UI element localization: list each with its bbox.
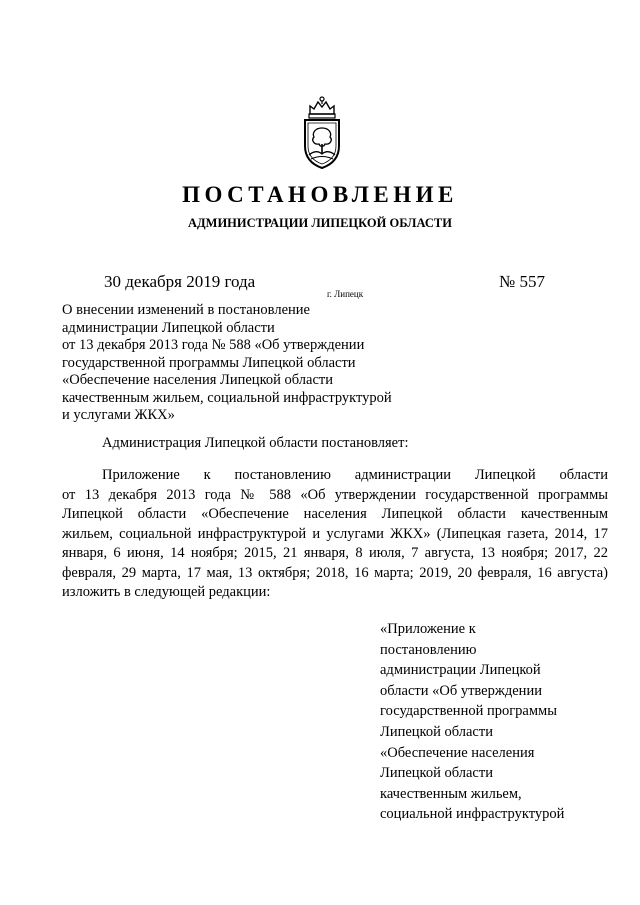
appendix-line: Липецкой области [380,765,493,782]
document-city: г. Липецк [327,289,364,299]
document-date: 30 декабря 2019 года [104,272,256,291]
subject-line: государственной программы Липецкой области [62,354,356,371]
appendix-line: постановлению [380,641,477,658]
appendix-line: «Приложение к [380,621,476,637]
appendix-line: государственной программы [380,703,557,720]
issuing-organization: АДМИНИСТРАЦИИ ЛИПЕЦКОЙ ОБЛАСТИ [188,216,452,230]
body-line: жильем, социальной инфраструктурой и услугами ЖКХ» (Липецкая газета, 2014, 17 [62,525,608,542]
appendix-line: социальной инфраструктурой [380,806,565,823]
body-line: Приложение к постановлению администрации Липецкой области [102,467,608,483]
appendix-header [380,619,610,825]
subject-line: качественным жильем, социальной инфраструктурой [62,389,392,406]
body-line: изложить в следующей редакции: [62,584,271,600]
body-paragraph [62,466,608,603]
appendix-line: качественным жильем, [380,785,522,802]
lipetsk-oblast-coat-of-arms-icon [298,92,346,172]
body-line: февраля, 29 марта, 17 мая, 13 октября; 2018, 16 марта; 2019, 20 февраля, 16 августа) [62,564,608,581]
document-number: № 557 [499,272,545,291]
body-line: января, 6 июня, 14 ноября; 2015, 21 января, 8 июля, 7 августа, 13 ноября; 2017, 22 [62,545,608,561]
subject-line: и услугами ЖКХ» [62,407,175,423]
document-subject [62,302,442,425]
appendix-line: «Обеспечение населения [380,744,535,761]
appendix-line: области «Об утверждении [380,682,542,699]
resolution-intro: Администрация Липецкой области постановляет: [102,435,409,451]
body-line: от 13 декабря 2013 года № 588 «Об утверждении государственной программы [62,486,608,503]
document-title: ПОСТАНОВЛЕНИЕ [182,182,458,207]
appendix-line: Липецкой области [380,723,493,740]
subject-line: О внесении изменений в постановление [62,302,310,318]
appendix-line: администрации Липецкой [380,662,541,679]
subject-line: от 13 декабря 2013 года № 588 «Об утверждении [62,337,365,353]
subject-line: администрации Липецкой области [62,319,275,336]
body-line: Липецкой области «Обеспечение населения Липецкой области качественным [62,506,608,522]
subject-line: «Обеспечение населения Липецкой области [62,372,333,388]
